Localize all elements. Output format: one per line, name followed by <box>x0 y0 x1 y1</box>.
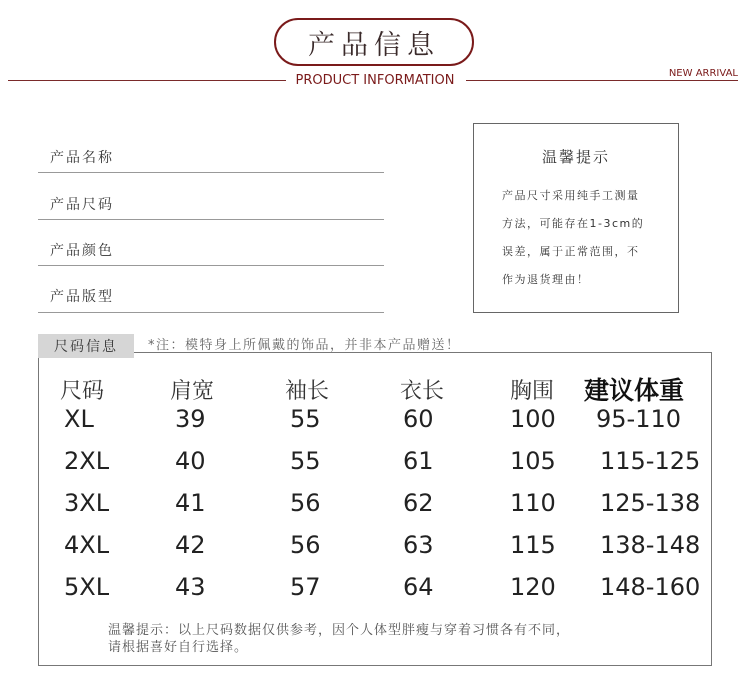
bottom-note <box>108 622 668 656</box>
tips-title: 温馨提示 <box>541 148 610 166</box>
table-cell: 2XL <box>64 447 110 475</box>
tips-line: 作为退货理由！ <box>502 273 590 286</box>
tips-line: 误差，属于正常范围，不 <box>502 245 640 258</box>
col-header-length: 衣长 <box>400 379 445 404</box>
table-cell: 5XL <box>64 573 110 601</box>
table-cell: 115 <box>510 531 556 559</box>
page-subtitle: PRODUCT INFORMATION <box>295 73 455 88</box>
table-cell: 41 <box>175 489 206 517</box>
table-cell: 43 <box>175 573 206 601</box>
info-label-color: 产品颜色 <box>50 243 114 259</box>
header-line-right <box>466 80 738 81</box>
table-cell: 57 <box>290 573 321 601</box>
table-cell: 100 <box>510 405 556 433</box>
table-cell: 120 <box>510 573 556 601</box>
info-divider <box>38 219 384 220</box>
col-header-chest: 胸围 <box>510 379 555 404</box>
tips-line: 方法，可能存在1-3cm的 <box>502 217 645 230</box>
table-cell: 95-110 <box>596 405 682 433</box>
table-cell: 4XL <box>64 531 110 559</box>
info-label-name: 产品名称 <box>50 150 114 166</box>
table-cell: 148-160 <box>600 573 701 601</box>
table-cell: 115-125 <box>600 447 701 475</box>
col-header-weight: 建议体重 <box>584 376 685 405</box>
tips-box <box>473 123 679 313</box>
table-cell: 138-148 <box>600 531 701 559</box>
info-divider <box>38 265 384 266</box>
table-cell: 62 <box>403 489 434 517</box>
tips-line: 产品尺寸采用纯手工测量 <box>502 189 640 202</box>
table-cell: 64 <box>403 573 434 601</box>
table-cell: 125-138 <box>600 489 701 517</box>
table-cell: 55 <box>290 405 321 433</box>
table-cell: 110 <box>510 489 556 517</box>
size-note: *注：模特身上所佩戴的饰品，并非本产品赠送！ <box>148 338 461 353</box>
table-cell: XL <box>64 405 94 433</box>
info-label-size: 产品尺码 <box>50 197 114 213</box>
info-divider <box>38 312 384 313</box>
table-cell: 56 <box>290 531 321 559</box>
new-arrival-tag: NEW ARRIVAL <box>668 68 738 79</box>
info-label-fit: 产品版型 <box>50 289 114 305</box>
page-title: 产品信息 <box>274 18 474 66</box>
table-cell: 61 <box>403 447 434 475</box>
table-cell: 55 <box>290 447 321 475</box>
table-cell: 60 <box>403 405 434 433</box>
col-header-size: 尺码 <box>60 379 105 404</box>
table-cell: 40 <box>175 447 206 475</box>
table-cell: 39 <box>175 405 206 433</box>
col-header-shoulder: 肩宽 <box>170 379 215 404</box>
info-divider <box>38 172 384 173</box>
header-line-left <box>8 80 286 81</box>
table-cell: 105 <box>510 447 556 475</box>
table-cell: 3XL <box>64 489 110 517</box>
bottom-note-line: 请根据喜好自行选择。 <box>108 640 249 655</box>
table-cell: 56 <box>290 489 321 517</box>
table-cell: 63 <box>403 531 434 559</box>
col-header-sleeve: 袖长 <box>285 379 330 404</box>
size-info-tag: 尺码信息 <box>38 334 134 358</box>
table-cell: 42 <box>175 531 206 559</box>
bottom-note-line: 温馨提示：以上尺码数据仅供参考，因个人体型胖瘦与穿着习惯各有不同， <box>108 623 571 638</box>
